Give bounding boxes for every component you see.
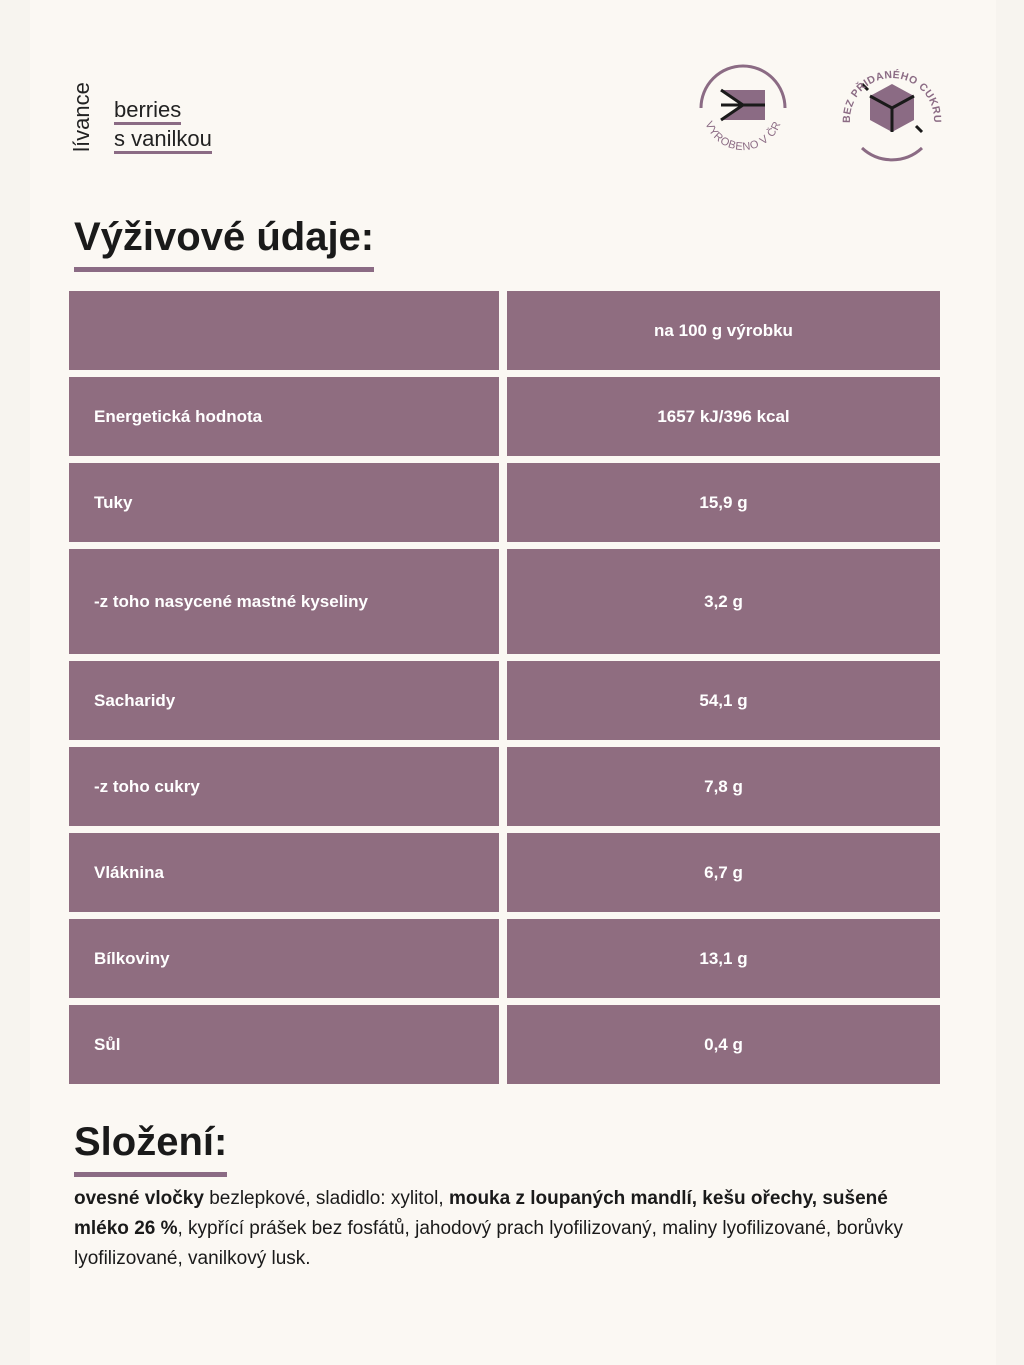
ingredient-bold: ovesné vločky — [74, 1188, 204, 1209]
header-empty-cell — [69, 291, 499, 370]
row-value: 6,7 g — [507, 833, 940, 912]
table-row — [69, 549, 940, 654]
nutrition-heading: Výživové údaje: — [74, 213, 374, 272]
table-row — [69, 377, 940, 456]
row-value: 7,8 g — [507, 747, 940, 826]
product-name-line2: s vanilkou — [114, 127, 212, 154]
row-value: 13,1 g — [507, 919, 940, 998]
header-value-cell: na 100 g výrobku — [507, 291, 940, 370]
made-in-cz-badge — [693, 60, 793, 160]
ingredient-regular: , kypřící prášek bez fosfátů, jahodový prach lyofilizovaný, maliny lyofilizované, borůvky lyofilizované, vanilkový lusk. — [74, 1218, 903, 1269]
ingredient-bold: mouka z loupaných mandlí, kešu ořechy, sušené mléko 26 % — [74, 1188, 888, 1239]
row-value: 1657 kJ/396 kcal — [507, 377, 940, 456]
row-label: Energetická hodnota — [69, 377, 499, 456]
row-label: Sacharidy — [69, 661, 499, 740]
brand-category — [69, 76, 94, 156]
no-added-sugar-badge — [842, 60, 942, 160]
brand-category-label: lívance — [69, 82, 94, 152]
product-name-line1: berries — [114, 98, 181, 125]
table-row — [69, 747, 940, 826]
table-row — [69, 919, 940, 998]
row-label: -z toho nasycené mastné kyseliny — [69, 549, 499, 654]
table-row — [69, 833, 940, 912]
ingredient-regular: bezlepkové, sladidlo: xylitol, — [203, 1188, 449, 1209]
row-label: Tuky — [69, 463, 499, 542]
table-row — [69, 1005, 940, 1084]
czech-flag-icon — [693, 60, 793, 160]
nutrition-table — [69, 291, 940, 1091]
svg-text:VYROBENO V ČR: VYROBENO V ČR — [702, 119, 784, 154]
ingredients-text — [74, 1184, 934, 1274]
row-value: 0,4 g — [507, 1005, 940, 1084]
svg-text:BEZ PŘIDANÉHO CUKRU: BEZ PŘIDANÉHO CUKRU — [840, 68, 944, 124]
table-header-row — [69, 291, 940, 370]
composition-heading: Složení: — [74, 1118, 227, 1177]
table-row — [69, 463, 940, 542]
row-label: Bílkoviny — [69, 919, 499, 998]
product-name — [114, 98, 212, 156]
row-label: Sůl — [69, 1005, 499, 1084]
sugar-cube-icon — [842, 60, 942, 160]
row-label: -z toho cukry — [69, 747, 499, 826]
row-value: 54,1 g — [507, 661, 940, 740]
table-row — [69, 661, 940, 740]
row-value: 15,9 g — [507, 463, 940, 542]
row-value: 3,2 g — [507, 549, 940, 654]
row-label: Vláknina — [69, 833, 499, 912]
